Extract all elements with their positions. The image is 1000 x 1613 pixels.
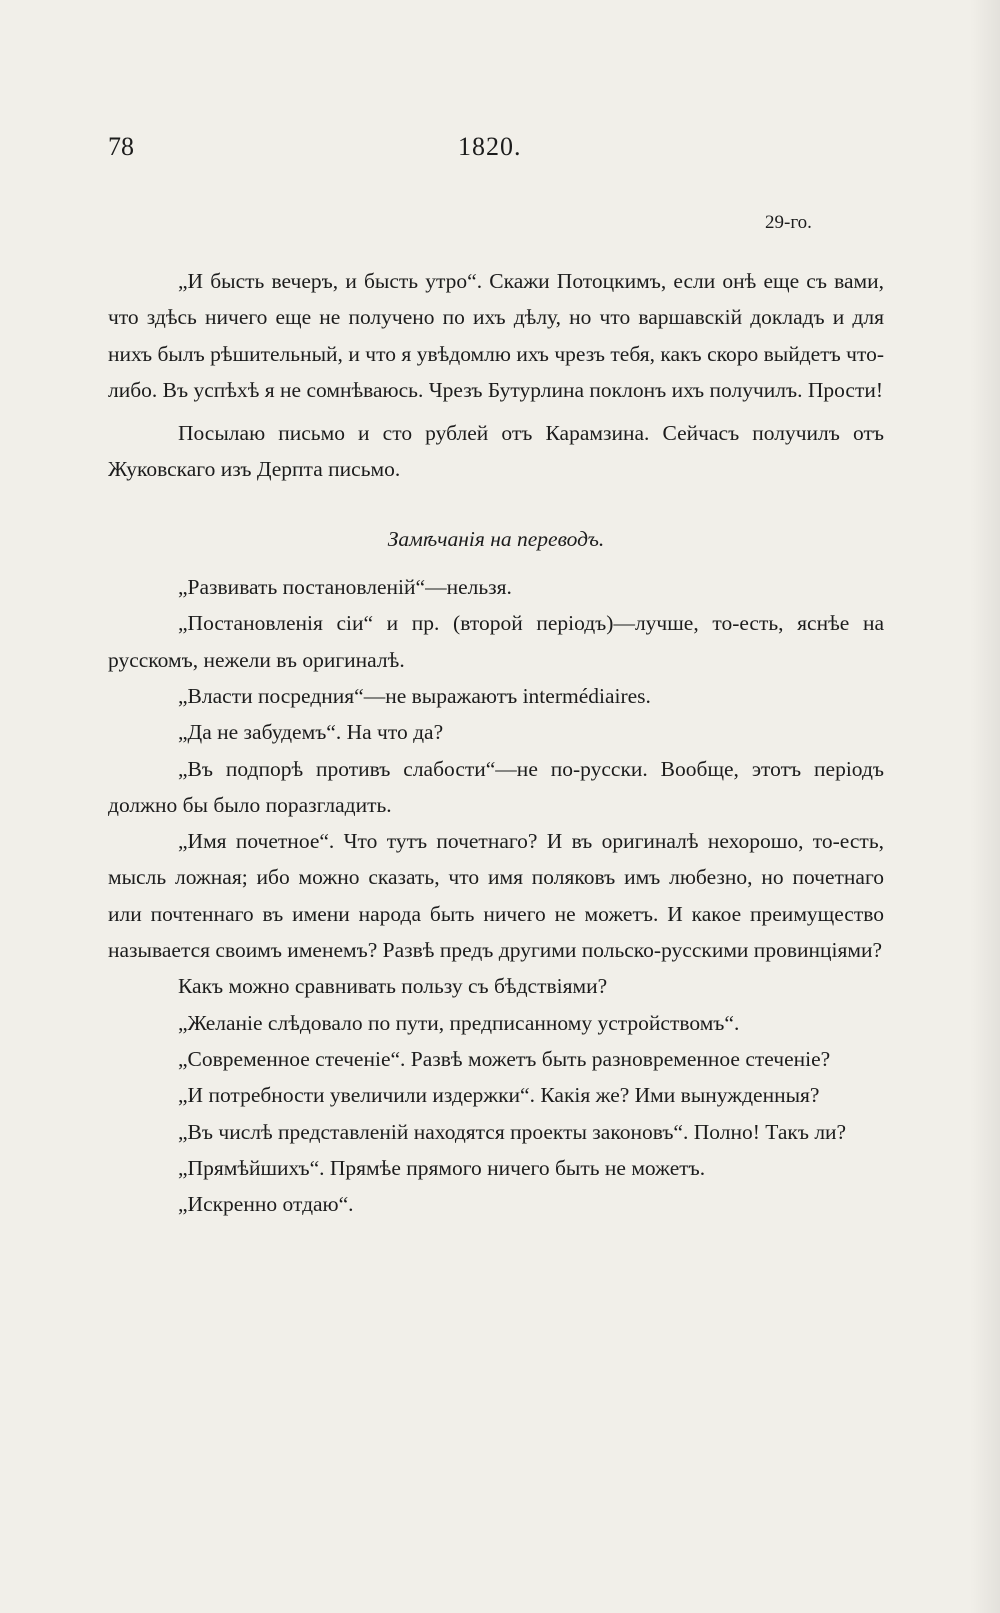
note-item: „Да не забудемъ“. На что да? <box>178 720 444 745</box>
running-head-year: 1820. <box>458 132 522 161</box>
letter-date: 29-го. <box>765 212 812 233</box>
note-item: „Прямѣйшихъ“. Прямѣе прямого ничего быть не можетъ. <box>178 1155 706 1180</box>
note-item: „Въ подпорѣ противъ слабости“—не по-русски. Вообще, этотъ періодъ должно бы было поразгладить. <box>108 756 884 817</box>
note-item: „И потребности увеличили издержки“. Какія же? Ими вынужденныя? <box>178 1083 820 1108</box>
note-item: „Имя почетное“. Что тутъ почетнаго? И въ оригиналѣ нехорошо, то-есть, мысль ложная; ибо можно сказать, что имя поляковъ имъ любезно, но почетнаго или почтеннаго въ имени народа быть ничего не можетъ. И какое преимущество называется своимъ именемъ? Развѣ предъ другими польско-русскими провинціями? <box>108 829 884 963</box>
note-item: „Въ числѣ представленій находятся проекты законовъ“. Полно! Такъ ли? <box>178 1119 847 1144</box>
note-item: „Постановленія сіи“ и пр. (второй періодъ)—лучше, то-есть, яснѣе на русскомъ, нежели въ оригиналѣ. <box>108 611 884 672</box>
note-item: „Развивать постановленій“—нельзя. <box>178 575 512 600</box>
note-item: „Власти посредния“—не выражаютъ intermédiaires. <box>178 683 651 708</box>
notes-heading-text: Замѣчанія на переводъ. <box>387 526 605 551</box>
letter-paragraph: „И бысть вечеръ, и бысть утро“. Скажи Потоцкимъ, если онѣ еще съ вами, что здѣсь ничего еще не получено по ихъ дѣлу, но что варшавскій докладъ и для нихъ былъ рѣшительный, и что я увѣдомлю ихъ чрезъ тебя, какъ скоро выйдетъ что-либо. Въ успѣхѣ я не сомнѣваюсь. Чрезъ Бутурлина поклонъ ихъ получилъ. Прости! <box>108 269 884 402</box>
page-number: 78 <box>108 132 134 161</box>
note-item: „Желаніе слѣдовало по пути, предписанному устройствомъ“. <box>178 1010 740 1035</box>
letter-paragraph: Посылаю письмо и сто рублей отъ Карамзина. Сейчасъ получилъ отъ Жуковскаго изъ Дерпта письмо. <box>108 421 884 482</box>
notes-heading <box>108 521 884 557</box>
note-item: „Современное стеченіе“. Развѣ можетъ быть разновременное стеченіе? <box>178 1046 831 1071</box>
note-item: „Искренно отдаю“. <box>178 1192 354 1217</box>
body-text <box>108 263 884 1222</box>
note-item: Какъ можно сравнивать пользу съ бѣдствіями? <box>178 974 608 999</box>
